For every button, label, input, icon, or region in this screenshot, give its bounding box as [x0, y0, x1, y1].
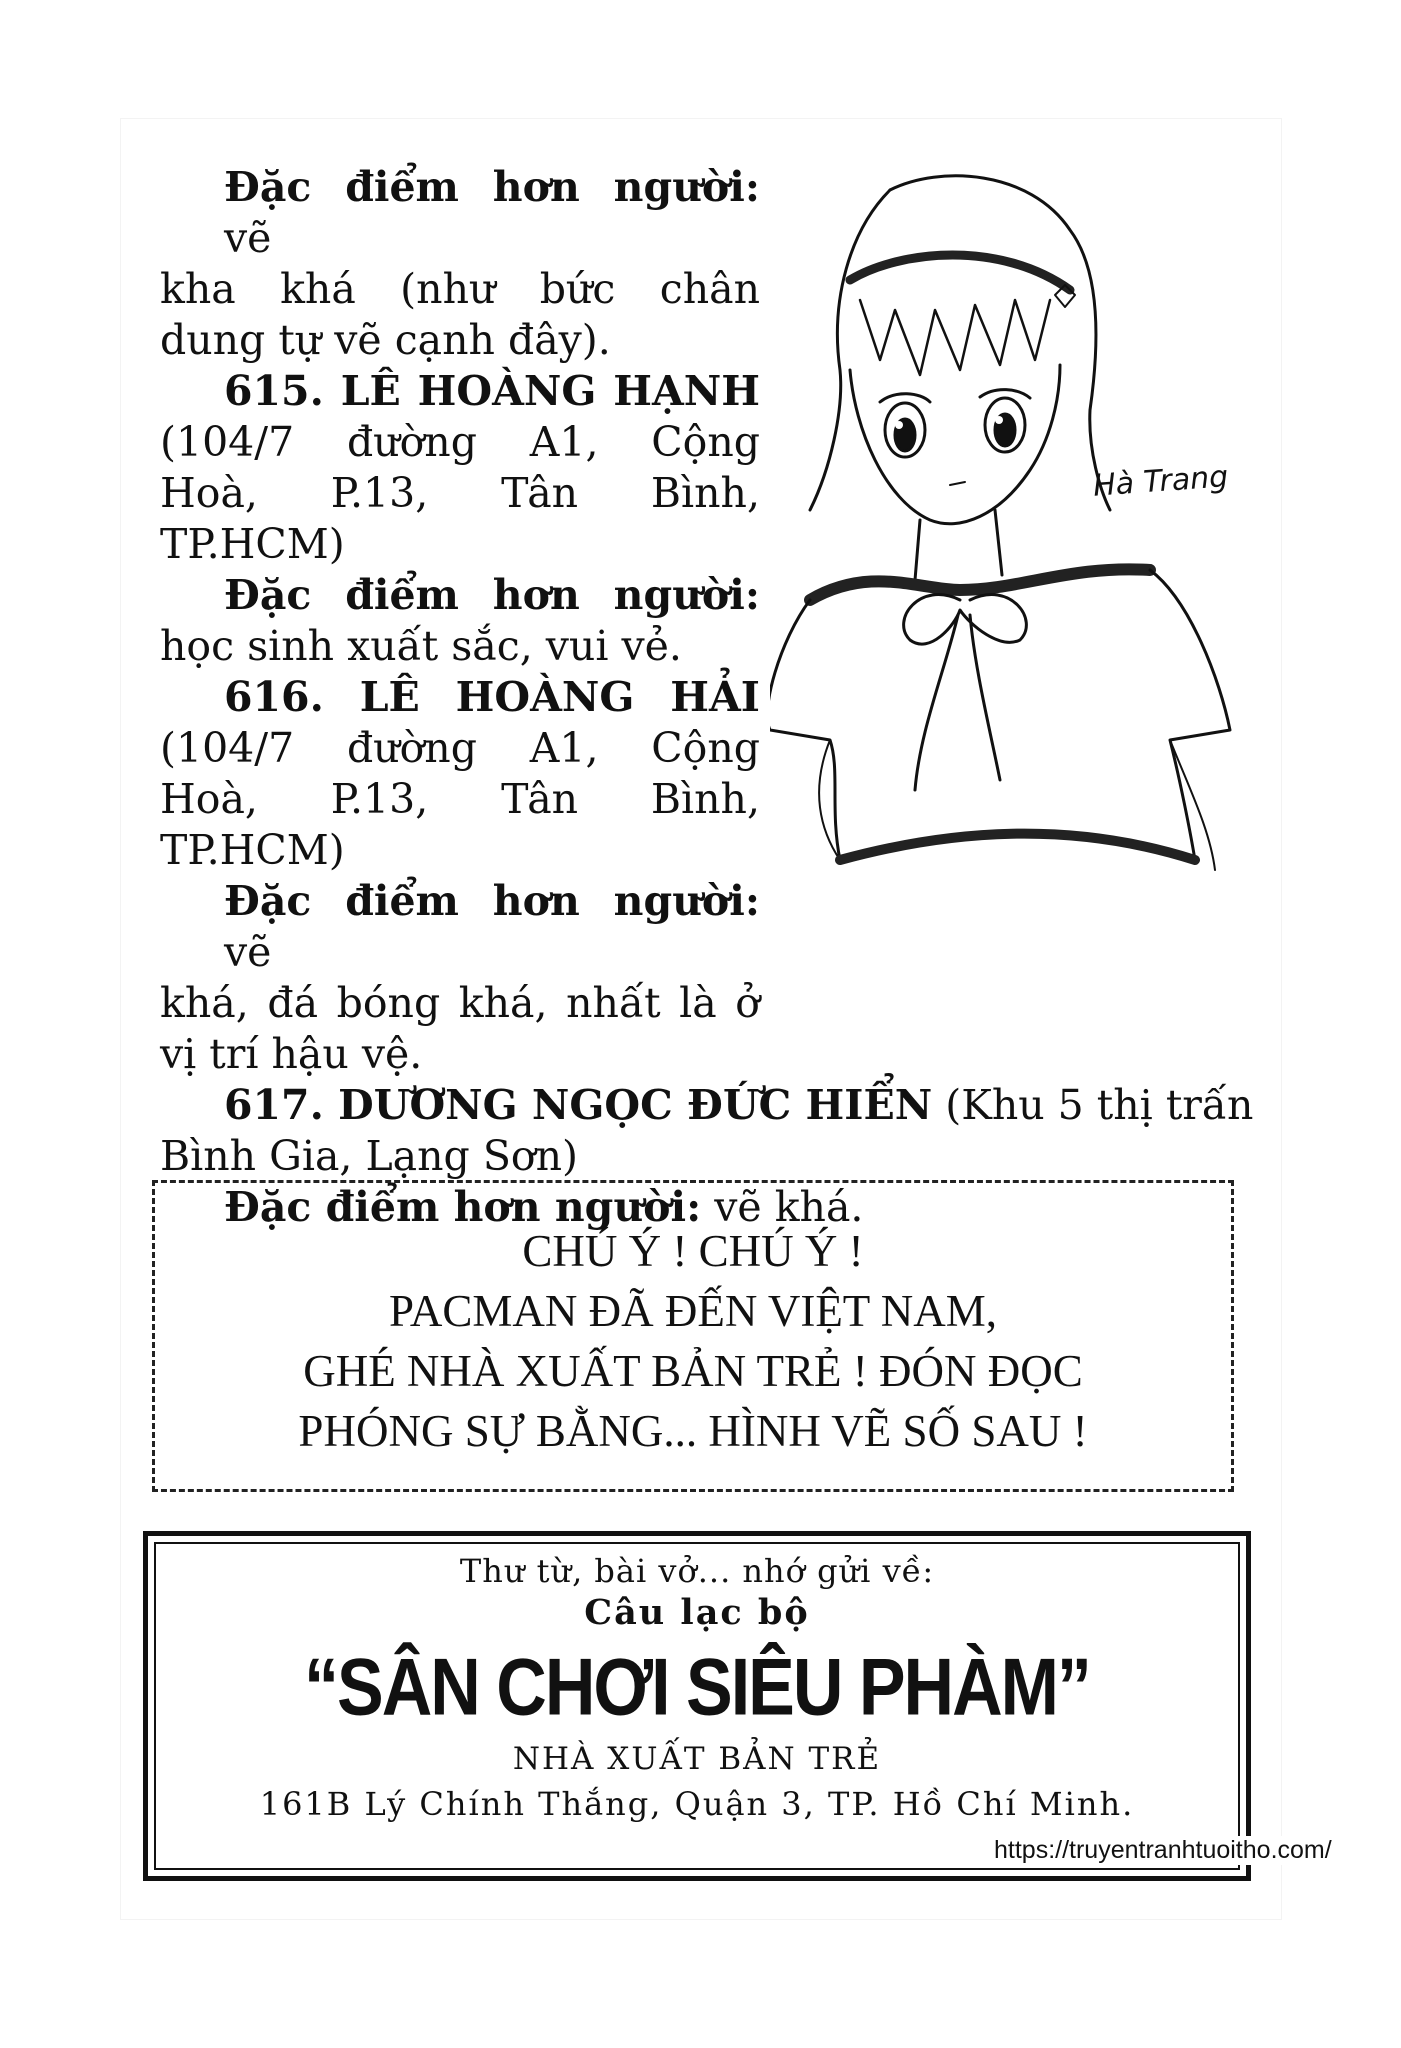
notice-line-4: PHÓNG SỰ BẰNG... HÌNH VẼ SỐ SAU !: [298, 1406, 1088, 1456]
feature-text: vẽ khá.: [701, 1183, 864, 1231]
entry-615-title: 615. LÊ HOÀNG HẠNH: [224, 367, 760, 415]
entry-615-address-line1: (104/7 đường A1, Cộng: [160, 418, 760, 466]
entry-617-title-line: [160, 1080, 1324, 1131]
club-intro: Thư từ, bài vở... nhớ gửi về:: [459, 1552, 935, 1590]
girl-portrait-illustration: [770, 170, 1240, 880]
artist-signature: Hà Trang: [1091, 459, 1230, 504]
entry-617-title: 617. DƯƠNG NGỌC ĐỨC HIỂN: [224, 1081, 933, 1129]
entry-616-address-line3: TP.HCM): [160, 826, 345, 874]
feature-text: vẽ: [224, 928, 272, 976]
entry-615-address-line2: Hoà, P.13, Tân Bình,: [160, 469, 760, 517]
club-address-box: [143, 1531, 1251, 1881]
feature-label: Đặc điểm hơn người:: [224, 1183, 702, 1231]
notice-line-1: CHÚ Ý ! CHÚ Ý !: [522, 1226, 864, 1276]
entry-615-feature: học sinh xuất sắc, vui vẻ.: [160, 622, 682, 670]
entry-614-feature-line1: [160, 162, 760, 264]
club-title: “SÂN CHƠI SIÊU PHÀM”: [304, 1642, 1090, 1732]
notice-line-2: PACMAN ĐÃ ĐẾN VIỆT NAM,: [389, 1286, 997, 1336]
publisher-name: NHÀ XUẤT BẢN TRẺ: [512, 1741, 882, 1777]
club-address-inner: [154, 1542, 1240, 1870]
entry-617-address-line1: (Khu 5 thị trấn: [932, 1081, 1254, 1129]
publisher-address: 161B Lý Chính Thắng, Quận 3, TP. Hồ Chí Minh.: [259, 1785, 1135, 1823]
feature-label: Đặc điểm hơn người:: [224, 163, 760, 211]
watermark-url: https://truyentranhtuoitho.com/: [990, 1836, 1336, 1865]
entry-616-feature-line2: khá, đá bóng khá, nhất là ở: [160, 979, 760, 1027]
entry-616-feature-line1: [160, 876, 760, 978]
entry-616-address-line2: Hoà, P.13, Tân Bình,: [160, 775, 760, 823]
entry-614-feature-line3: dung tự vẽ cạnh đây).: [160, 316, 611, 364]
entry-615-feature-label: Đặc điểm hơn người:: [224, 571, 760, 619]
notice-box: [152, 1180, 1234, 1492]
feature-label: Đặc điểm hơn người:: [224, 877, 760, 925]
entry-615-address-line3: TP.HCM): [160, 520, 345, 568]
feature-text: vẽ: [224, 214, 272, 262]
entry-616-address-line1: (104/7 đường A1, Cộng: [160, 724, 760, 772]
entry-617-address-line2: Bình Gia, Lạng Sơn): [160, 1132, 578, 1180]
club-name: Câu lạc bộ: [584, 1592, 810, 1633]
entry-616-feature-line3: vị trí hậu vệ.: [160, 1030, 423, 1078]
entry-616-title: 616. LÊ HOÀNG HẢI: [224, 673, 760, 721]
entry-614-feature-line2: kha khá (như bức chân: [160, 265, 760, 313]
notice-line-3: GHÉ NHÀ XUẤT BẢN TRẺ ! ĐÓN ĐỌC: [303, 1346, 1083, 1396]
